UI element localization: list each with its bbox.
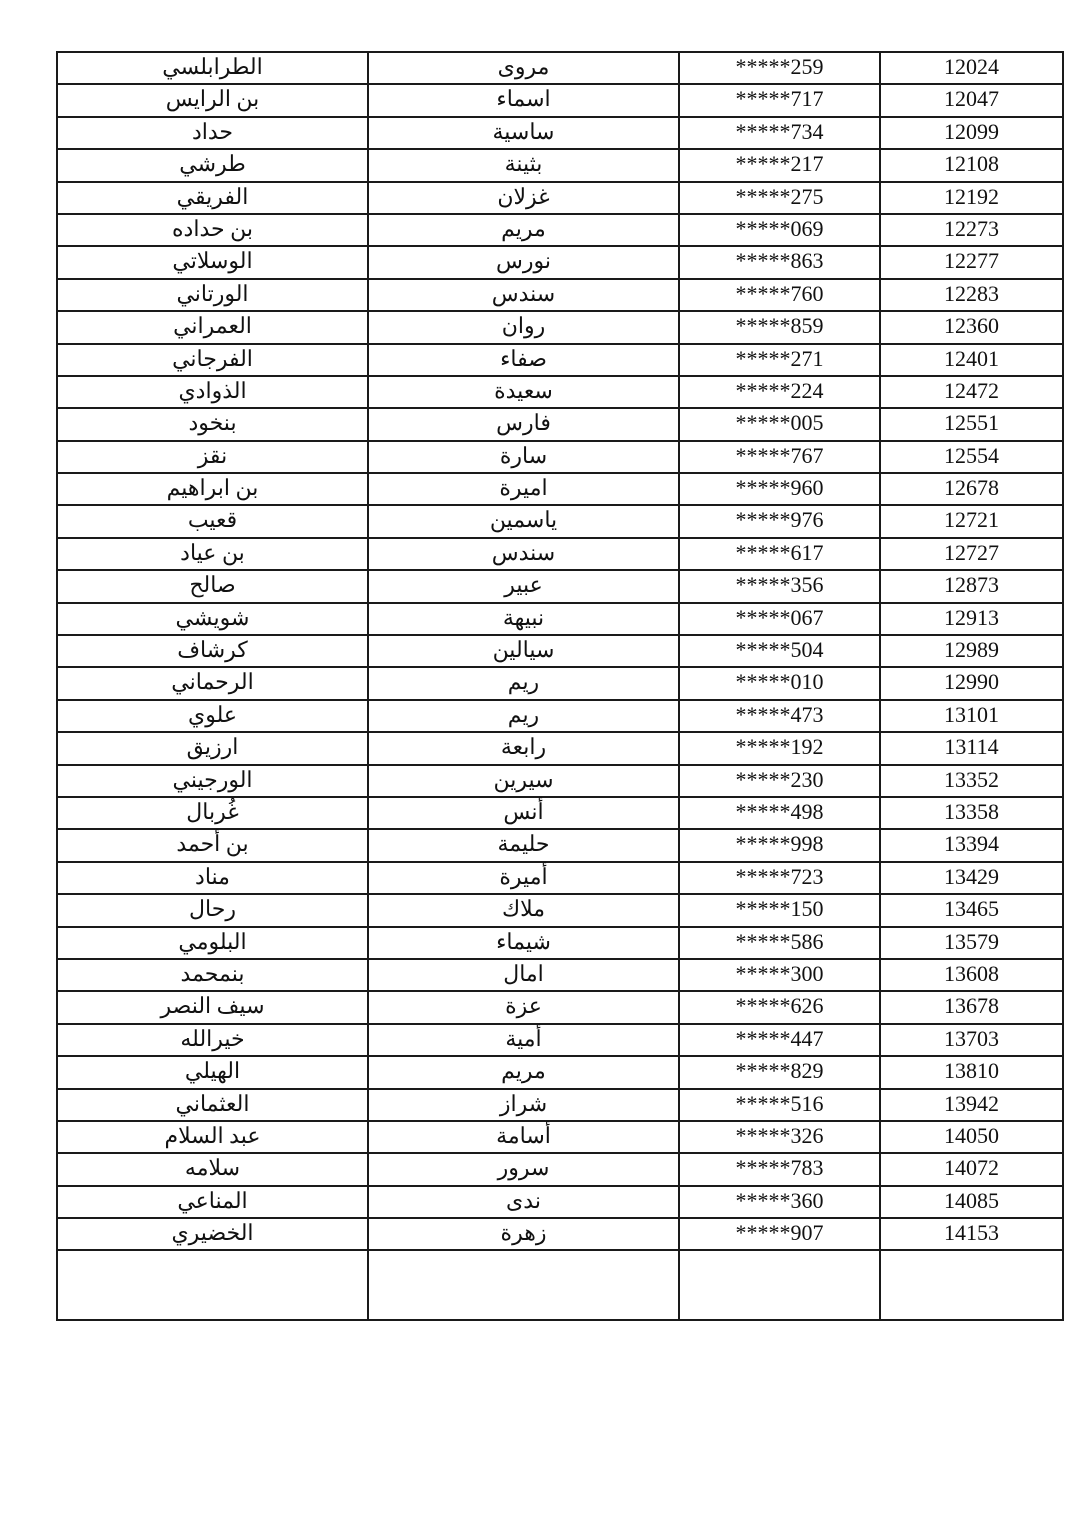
record-number-cell: 12727 [880, 538, 1063, 570]
record-number-cell: 13352 [880, 765, 1063, 797]
table-row [57, 214, 1063, 246]
masked-id-cell: *****734 [679, 117, 880, 149]
record-number-cell: 12273 [880, 214, 1063, 246]
last-name-cell: بن أحمد [57, 829, 368, 861]
table-row [57, 570, 1063, 602]
first-name-cell: نورس [368, 246, 679, 278]
record-number-cell: 13465 [880, 894, 1063, 926]
masked-id-cell: *****275 [679, 182, 880, 214]
record-number-cell: 14050 [880, 1121, 1063, 1153]
last-name-cell: الورتاني [57, 279, 368, 311]
last-name-cell: العمراني [57, 311, 368, 343]
first-name-cell: ساسية [368, 117, 679, 149]
last-name-cell: صالح [57, 570, 368, 602]
first-name-cell: سندس [368, 538, 679, 570]
record-number-cell: 12551 [880, 408, 1063, 440]
first-name-cell: مروى [368, 52, 679, 84]
first-name-cell: سندس [368, 279, 679, 311]
first-name-cell: روان [368, 311, 679, 343]
masked-id-cell: *****976 [679, 505, 880, 537]
last-name-cell: شويشي [57, 603, 368, 635]
first-name-cell: رابعة [368, 732, 679, 764]
record-number-cell: 12989 [880, 635, 1063, 667]
record-number-cell: 12990 [880, 667, 1063, 699]
first-name-cell: سعيدة [368, 376, 679, 408]
first-name-cell: صفاء [368, 344, 679, 376]
record-number-cell: 14153 [880, 1218, 1063, 1250]
record-number-cell: 12047 [880, 84, 1063, 116]
empty-cell [368, 1250, 679, 1320]
record-number-cell: 13942 [880, 1089, 1063, 1121]
last-name-cell: رحال [57, 894, 368, 926]
masked-id-cell: *****504 [679, 635, 880, 667]
last-name-cell: بنخود [57, 408, 368, 440]
table-row [57, 603, 1063, 635]
last-name-cell: بن عياد [57, 538, 368, 570]
record-number-cell: 12192 [880, 182, 1063, 214]
table-row [57, 441, 1063, 473]
first-name-cell: ياسمين [368, 505, 679, 537]
last-name-cell: الذوادي [57, 376, 368, 408]
table-row [57, 408, 1063, 440]
first-name-cell: أنس [368, 797, 679, 829]
first-name-cell: سرور [368, 1153, 679, 1185]
empty-cell [57, 1250, 368, 1320]
masked-id-cell: *****360 [679, 1186, 880, 1218]
last-name-cell: البلومي [57, 927, 368, 959]
record-number-cell: 12099 [880, 117, 1063, 149]
first-name-cell: عبير [368, 570, 679, 602]
first-name-cell: سيرين [368, 765, 679, 797]
masked-id-cell: *****960 [679, 473, 880, 505]
first-name-cell: زهرة [368, 1218, 679, 1250]
last-name-cell: مناد [57, 862, 368, 894]
masked-id-cell: *****069 [679, 214, 880, 246]
first-name-cell: شراز [368, 1089, 679, 1121]
table-row [57, 765, 1063, 797]
record-number-cell: 12283 [880, 279, 1063, 311]
masked-id-cell: *****010 [679, 667, 880, 699]
table-row [57, 344, 1063, 376]
masked-id-cell: *****586 [679, 927, 880, 959]
last-name-cell: علوي [57, 700, 368, 732]
last-name-cell: الفرجاني [57, 344, 368, 376]
masked-id-cell: *****473 [679, 700, 880, 732]
first-name-cell: شيماء [368, 927, 679, 959]
last-name-cell: الطرابلسي [57, 52, 368, 84]
masked-id-cell: *****217 [679, 149, 880, 181]
table-row [57, 1121, 1063, 1153]
record-number-cell: 12678 [880, 473, 1063, 505]
last-name-cell: بن حداده [57, 214, 368, 246]
last-name-cell: بن الرايس [57, 84, 368, 116]
table-row [57, 279, 1063, 311]
table-row [57, 894, 1063, 926]
first-name-cell: ريم [368, 700, 679, 732]
last-name-cell: الهيلي [57, 1056, 368, 1088]
first-name-cell: سيالين [368, 635, 679, 667]
record-number-cell: 13429 [880, 862, 1063, 894]
first-name-cell: اسماء [368, 84, 679, 116]
last-name-cell: الفريقي [57, 182, 368, 214]
table-row [57, 732, 1063, 764]
masked-id-cell: *****863 [679, 246, 880, 278]
table-row [57, 84, 1063, 116]
record-number-cell: 12024 [880, 52, 1063, 84]
record-number-cell: 13579 [880, 927, 1063, 959]
masked-id-cell: *****259 [679, 52, 880, 84]
masked-id-cell: *****998 [679, 829, 880, 861]
table-row [57, 1056, 1063, 1088]
first-name-cell: أميرة [368, 862, 679, 894]
record-number-cell: 13703 [880, 1024, 1063, 1056]
empty-cell [880, 1250, 1063, 1320]
table-row [57, 927, 1063, 959]
table-row [57, 246, 1063, 278]
record-number-cell: 13678 [880, 991, 1063, 1023]
record-number-cell: 14072 [880, 1153, 1063, 1185]
table-row [57, 829, 1063, 861]
first-name-cell: عزة [368, 991, 679, 1023]
masked-id-cell: *****717 [679, 84, 880, 116]
masked-id-cell: *****356 [679, 570, 880, 602]
first-name-cell: سارة [368, 441, 679, 473]
empty-table-row [57, 1250, 1063, 1320]
table-row [57, 700, 1063, 732]
last-name-cell: ارزيق [57, 732, 368, 764]
table-row [57, 538, 1063, 570]
last-name-cell: بن ابراهيم [57, 473, 368, 505]
record-number-cell: 12108 [880, 149, 1063, 181]
masked-id-cell: *****224 [679, 376, 880, 408]
masked-id-cell: *****783 [679, 1153, 880, 1185]
records-table-body [57, 52, 1063, 1320]
table-row [57, 797, 1063, 829]
record-number-cell: 12721 [880, 505, 1063, 537]
first-name-cell: اميرة [368, 473, 679, 505]
record-number-cell: 12873 [880, 570, 1063, 602]
first-name-cell: نبيهة [368, 603, 679, 635]
masked-id-cell: *****326 [679, 1121, 880, 1153]
record-number-cell: 12401 [880, 344, 1063, 376]
last-name-cell: نقز [57, 441, 368, 473]
record-number-cell: 12360 [880, 311, 1063, 343]
last-name-cell: قعيب [57, 505, 368, 537]
record-number-cell: 12472 [880, 376, 1063, 408]
first-name-cell: امال [368, 959, 679, 991]
masked-id-cell: *****271 [679, 344, 880, 376]
last-name-cell: عبد السلام [57, 1121, 368, 1153]
table-row [57, 862, 1063, 894]
last-name-cell: الرحماني [57, 667, 368, 699]
first-name-cell: ملاك [368, 894, 679, 926]
masked-id-cell: *****300 [679, 959, 880, 991]
last-name-cell: كرشاف [57, 635, 368, 667]
last-name-cell: بنمحمد [57, 959, 368, 991]
last-name-cell: العثماني [57, 1089, 368, 1121]
last-name-cell: طرشي [57, 149, 368, 181]
table-row [57, 1153, 1063, 1185]
record-number-cell: 13394 [880, 829, 1063, 861]
document-page [56, 51, 1062, 1321]
record-number-cell: 13810 [880, 1056, 1063, 1088]
masked-id-cell: *****859 [679, 311, 880, 343]
table-row [57, 635, 1063, 667]
masked-id-cell: *****067 [679, 603, 880, 635]
record-number-cell: 12277 [880, 246, 1063, 278]
first-name-cell: بثينة [368, 149, 679, 181]
table-row [57, 505, 1063, 537]
masked-id-cell: *****192 [679, 732, 880, 764]
masked-id-cell: *****617 [679, 538, 880, 570]
table-row [57, 667, 1063, 699]
record-number-cell: 12913 [880, 603, 1063, 635]
masked-id-cell: *****447 [679, 1024, 880, 1056]
table-row [57, 149, 1063, 181]
last-name-cell: حداد [57, 117, 368, 149]
last-name-cell: الورجيني [57, 765, 368, 797]
masked-id-cell: *****230 [679, 765, 880, 797]
masked-id-cell: *****626 [679, 991, 880, 1023]
first-name-cell: غزلان [368, 182, 679, 214]
masked-id-cell: *****516 [679, 1089, 880, 1121]
first-name-cell: ريم [368, 667, 679, 699]
masked-id-cell: *****767 [679, 441, 880, 473]
record-number-cell: 12554 [880, 441, 1063, 473]
table-row [57, 117, 1063, 149]
table-row [57, 1186, 1063, 1218]
table-row [57, 991, 1063, 1023]
last-name-cell: الوسلاتي [57, 246, 368, 278]
last-name-cell: الخضيري [57, 1218, 368, 1250]
table-row [57, 473, 1063, 505]
record-number-cell: 14085 [880, 1186, 1063, 1218]
record-number-cell: 13114 [880, 732, 1063, 764]
table-row [57, 52, 1063, 84]
table-row [57, 182, 1063, 214]
table-row [57, 1089, 1063, 1121]
last-name-cell: غُربال [57, 797, 368, 829]
first-name-cell: مريم [368, 214, 679, 246]
record-number-cell: 13101 [880, 700, 1063, 732]
record-number-cell: 13608 [880, 959, 1063, 991]
table-row [57, 959, 1063, 991]
first-name-cell: فارس [368, 408, 679, 440]
last-name-cell: سلامه [57, 1153, 368, 1185]
last-name-cell: خيرالله [57, 1024, 368, 1056]
first-name-cell: أسامة [368, 1121, 679, 1153]
masked-id-cell: *****723 [679, 862, 880, 894]
first-name-cell: أمية [368, 1024, 679, 1056]
records-table [56, 51, 1064, 1321]
first-name-cell: مريم [368, 1056, 679, 1088]
masked-id-cell: *****150 [679, 894, 880, 926]
masked-id-cell: *****005 [679, 408, 880, 440]
table-row [57, 1218, 1063, 1250]
first-name-cell: ندى [368, 1186, 679, 1218]
masked-id-cell: *****498 [679, 797, 880, 829]
last-name-cell: المناعي [57, 1186, 368, 1218]
table-row [57, 311, 1063, 343]
empty-cell [679, 1250, 880, 1320]
record-number-cell: 13358 [880, 797, 1063, 829]
table-row [57, 1024, 1063, 1056]
masked-id-cell: *****829 [679, 1056, 880, 1088]
table-row [57, 376, 1063, 408]
masked-id-cell: *****907 [679, 1218, 880, 1250]
masked-id-cell: *****760 [679, 279, 880, 311]
first-name-cell: حليمة [368, 829, 679, 861]
last-name-cell: سيف النصر [57, 991, 368, 1023]
